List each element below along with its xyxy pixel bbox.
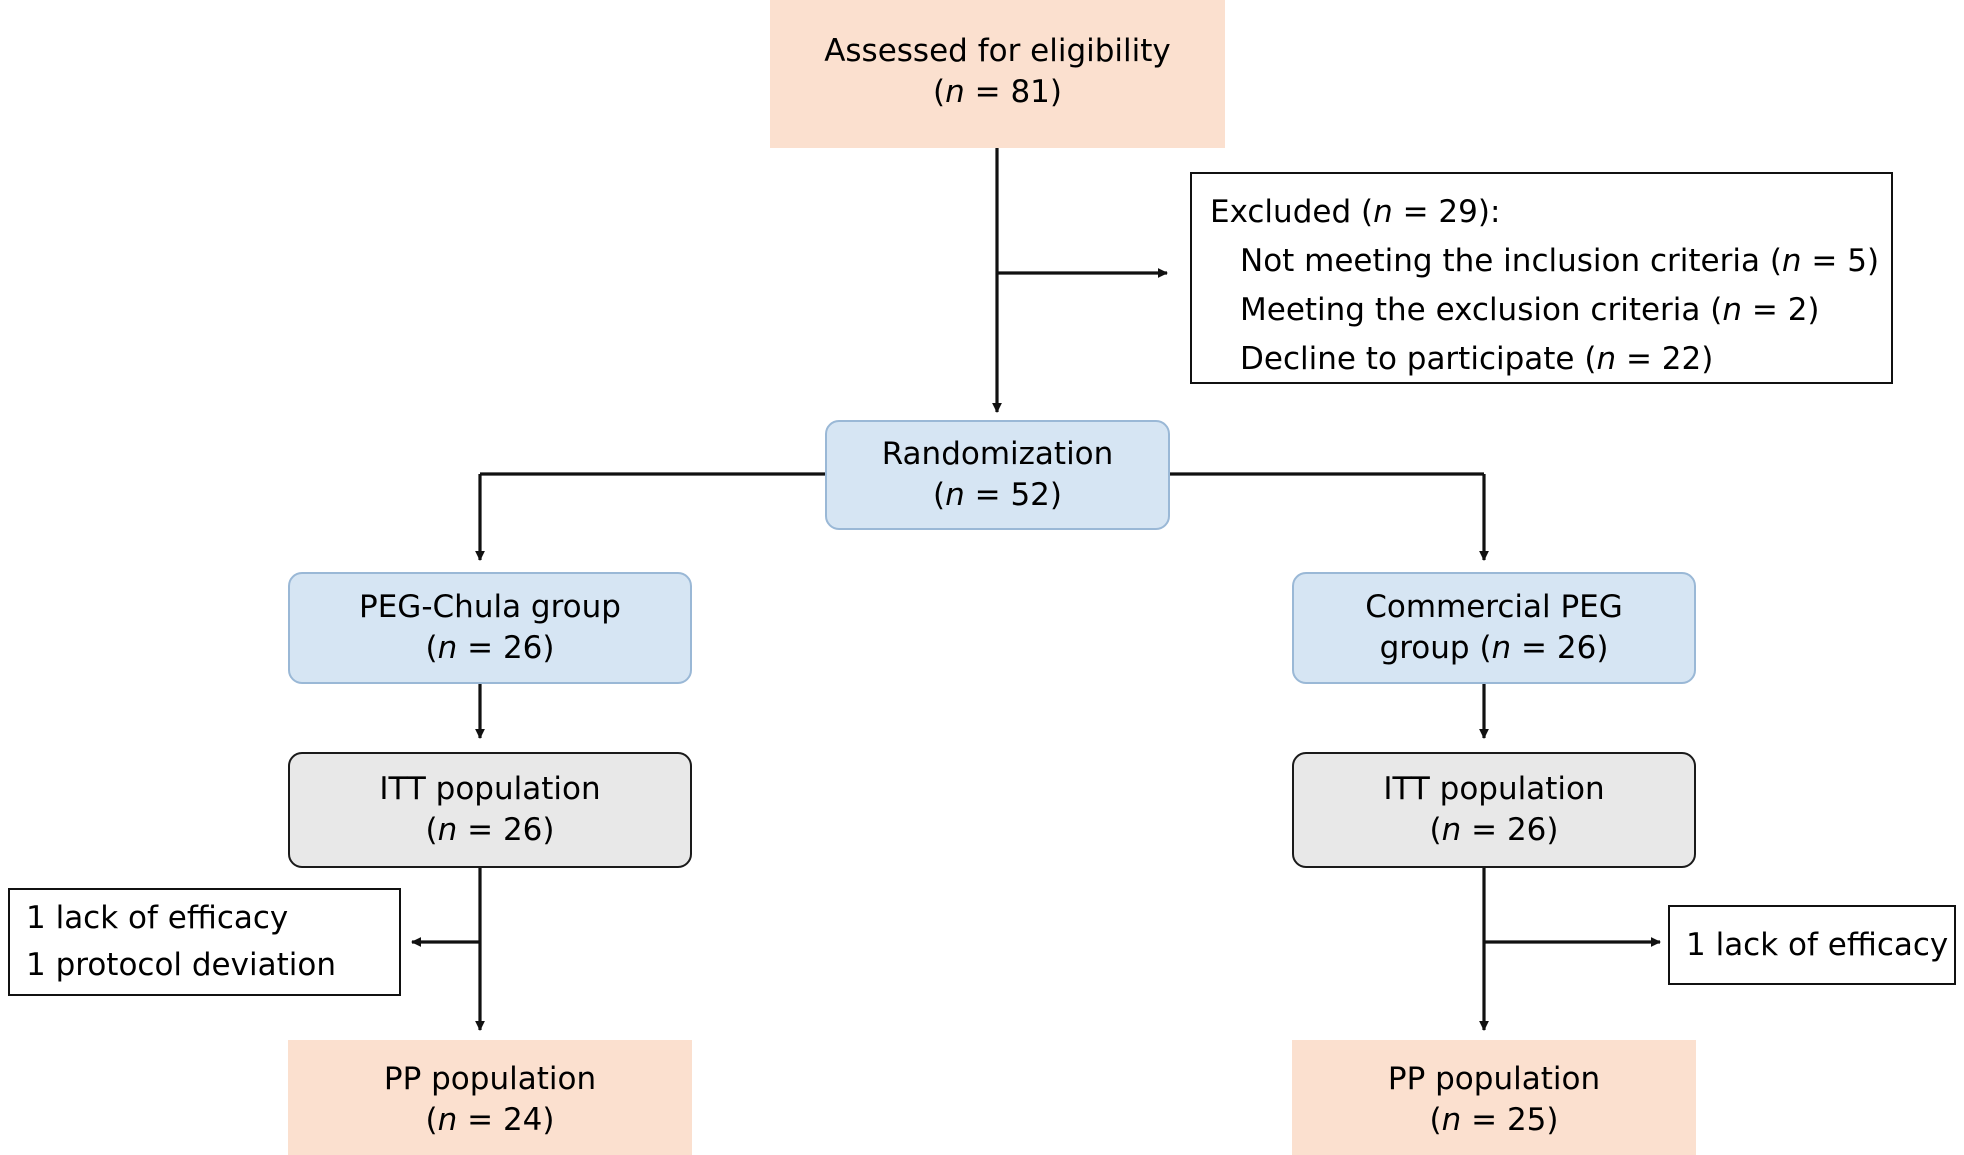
node-line-2: (n = 26) [1429,812,1559,848]
node-line-2: group (n = 26) [1379,630,1609,666]
right-exclusion-line-1: 1 lack of efficacy [1686,926,1949,963]
node-line-2: (n = 26) [425,812,555,848]
node-line-1: PEG-Chula group [359,589,621,626]
node-peg-chula-group [288,572,692,684]
node-left-itt-population [288,752,692,868]
excluded-item-1: Meeting the exclusion criteria (n = 2) [1240,291,1820,328]
node-line-2: (n = 81) [933,74,1062,110]
node-line-1: Randomization [881,436,1114,473]
excluded-item-0: Not meeting the inclusion criteria (n = 5) [1240,242,1880,279]
node-line-1: Assessed for eligibility [824,33,1171,70]
node-excluded [1190,172,1893,384]
node-line-2: (n = 25) [1429,1102,1559,1138]
node-commercial-peg-group [1292,572,1696,684]
left-exclusion-line-1: 1 lack of efficacy [26,900,289,937]
node-right-exclusions [1668,905,1956,985]
node-right-pp-population [1292,1040,1696,1155]
node-left-pp-population [288,1040,692,1155]
node-line-1: ITT population [1383,771,1605,808]
excluded-header: Excluded (n = 29): [1210,194,1501,230]
node-line-1: Commercial PEG [1365,589,1623,626]
node-randomization [825,420,1170,530]
node-line-2: (n = 24) [425,1102,555,1138]
node-right-itt-population [1292,752,1696,868]
node-assessed-for-eligibility [770,0,1225,148]
node-line-1: PP population [383,1061,597,1098]
excluded-item-2: Decline to participate (n = 22) [1240,340,1714,377]
left-exclusion-line-2: 1 protocol deviation [26,947,336,983]
node-line-1: PP population [1387,1061,1601,1098]
node-line-2: (n = 52) [933,477,1062,513]
node-line-2: (n = 26) [425,630,555,666]
node-line-1: ITT population [379,771,601,808]
node-left-exclusions [8,888,401,996]
